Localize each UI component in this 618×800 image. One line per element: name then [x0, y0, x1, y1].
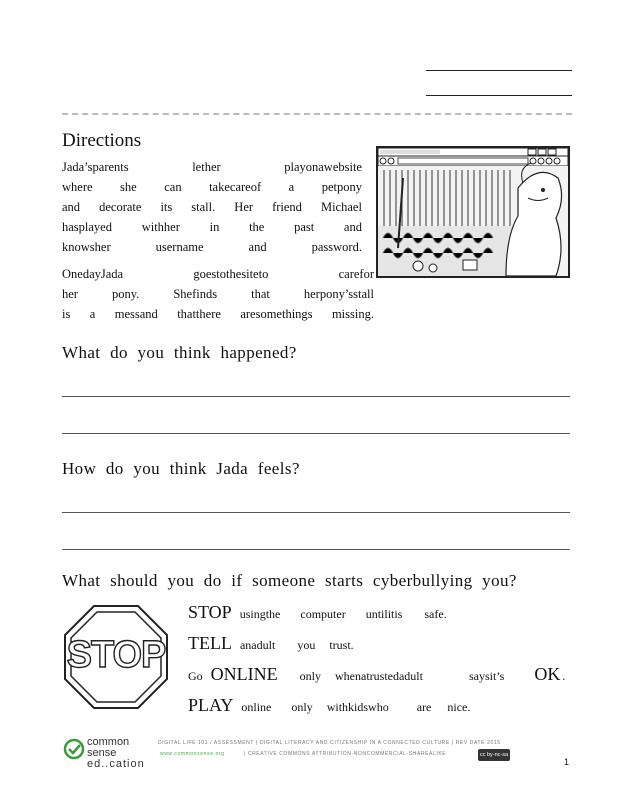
step-online: Go ONLINE only whenatrustedadult saysit’s OK . — [188, 664, 566, 684]
paragraph-word: hasplayed — [62, 220, 112, 234]
question-cyberbullying: What should you do if someone starts cyberbullying you? — [62, 571, 517, 590]
paragraph-word: aresomethings — [240, 307, 313, 321]
paragraph-word: goestothesiteto — [193, 267, 269, 281]
paragraph-line — [62, 237, 362, 257]
safety-steps — [188, 600, 572, 720]
paragraph-word: her — [62, 287, 78, 301]
common-sense-logo: common sense ed..cation — [62, 737, 152, 771]
paragraph-word: takecareof — [209, 180, 262, 194]
stop-sign-icon — [63, 604, 169, 710]
paragraph-word: its — [160, 200, 173, 214]
footer-license: | CREATIVE COMMONS ATTRIBUTION-NONCOMMERCIAL-SHAREALIKE — [244, 751, 447, 757]
paragraph-word: withher — [141, 220, 180, 234]
checkmark-icon — [63, 738, 85, 760]
paragraph-line — [62, 217, 362, 237]
paragraph-word: messand — [114, 307, 158, 321]
answer-line[interactable] — [62, 396, 570, 397]
paragraph-word: and — [343, 220, 362, 234]
paragraph-word: pony. — [111, 287, 140, 301]
paragraph-word: can — [164, 180, 182, 194]
paragraph-word: playonawebsite — [284, 160, 362, 174]
paragraph-word: where — [62, 180, 93, 194]
paragraph-word: is — [62, 307, 71, 321]
paragraph-word: username — [155, 240, 204, 254]
step-keyword: ONLINE — [210, 664, 278, 684]
paragraph-word: carefor — [338, 267, 374, 281]
footer-course-info: DIGITAL LIFE 101 / ASSESSMENT | DIGITAL LITERACY AND CITIZENSHIP IN A CONNECTED CULTURE | REV DATE 2015 — [158, 740, 501, 746]
paragraph-word: herpony’sstall — [303, 287, 374, 301]
pony-website-screenshot — [376, 146, 570, 278]
creative-commons-badge-icon: cc by-nc-sa — [478, 749, 510, 761]
answer-line[interactable] — [62, 512, 570, 513]
paragraph-word: password. — [311, 240, 362, 254]
name-line-2 — [426, 95, 572, 96]
name-line-1 — [426, 70, 572, 71]
paragraph-word: that — [251, 287, 270, 301]
paragraph-word: lether — [192, 160, 221, 174]
dashed-divider — [62, 113, 572, 115]
paragraph-word: stall. — [191, 200, 216, 214]
paragraph-line — [62, 177, 362, 197]
step-stop: STOP usingthe computer untilitis safe. — [188, 602, 447, 622]
paragraph-word: Shefinds — [173, 287, 218, 301]
step-keyword: PLAY — [188, 695, 234, 715]
step-keyword: STOP — [188, 602, 232, 622]
paragraph-line — [62, 264, 374, 284]
paragraph-word: a — [89, 307, 96, 321]
paragraph-word: and — [62, 200, 81, 214]
page-number: 1 — [564, 757, 570, 767]
paragraph-line — [62, 197, 362, 217]
paragraph-word: petpony — [321, 180, 362, 194]
step-tell: TELL anadult you trust. — [188, 633, 354, 653]
question-jada-feels: How do you think Jada feels? — [62, 459, 300, 478]
paragraph-word: Jada’sparents — [62, 160, 129, 174]
directions-paragraph-2 — [62, 264, 374, 324]
footer-url[interactable]: www.commonsense.org — [160, 751, 225, 757]
paragraph-line — [62, 284, 374, 304]
paragraph-word: friend — [272, 200, 302, 214]
paragraph-word: a — [288, 180, 295, 194]
step-keyword: TELL — [188, 633, 232, 653]
paragraph-word: and — [248, 240, 267, 254]
paragraph-word: Michael — [320, 200, 362, 214]
paragraph-word: thatthere — [177, 307, 221, 321]
paragraph-word: past — [294, 220, 315, 234]
step-play: PLAY online only withkidswho are nice. — [188, 695, 471, 715]
paragraph-word: decorate — [99, 200, 142, 214]
paragraph-word: in — [209, 220, 220, 234]
directions-heading: Directions — [62, 130, 142, 151]
answer-line[interactable] — [62, 433, 570, 434]
paragraph-line — [62, 157, 362, 177]
stop-sign-label: STOP — [66, 634, 166, 676]
paragraph-word: the — [249, 220, 265, 234]
question-what-happened: What do you think happened? — [62, 343, 297, 362]
directions-paragraph-1 — [62, 157, 362, 257]
paragraph-line — [62, 304, 374, 324]
paragraph-word: Her — [234, 200, 254, 214]
paragraph-word: missing. — [331, 307, 374, 321]
answer-line[interactable] — [62, 549, 570, 550]
paragraph-word: she — [120, 180, 137, 194]
paragraph-word: knowsher — [62, 240, 111, 254]
paragraph-word: OnedayJada — [62, 267, 124, 281]
